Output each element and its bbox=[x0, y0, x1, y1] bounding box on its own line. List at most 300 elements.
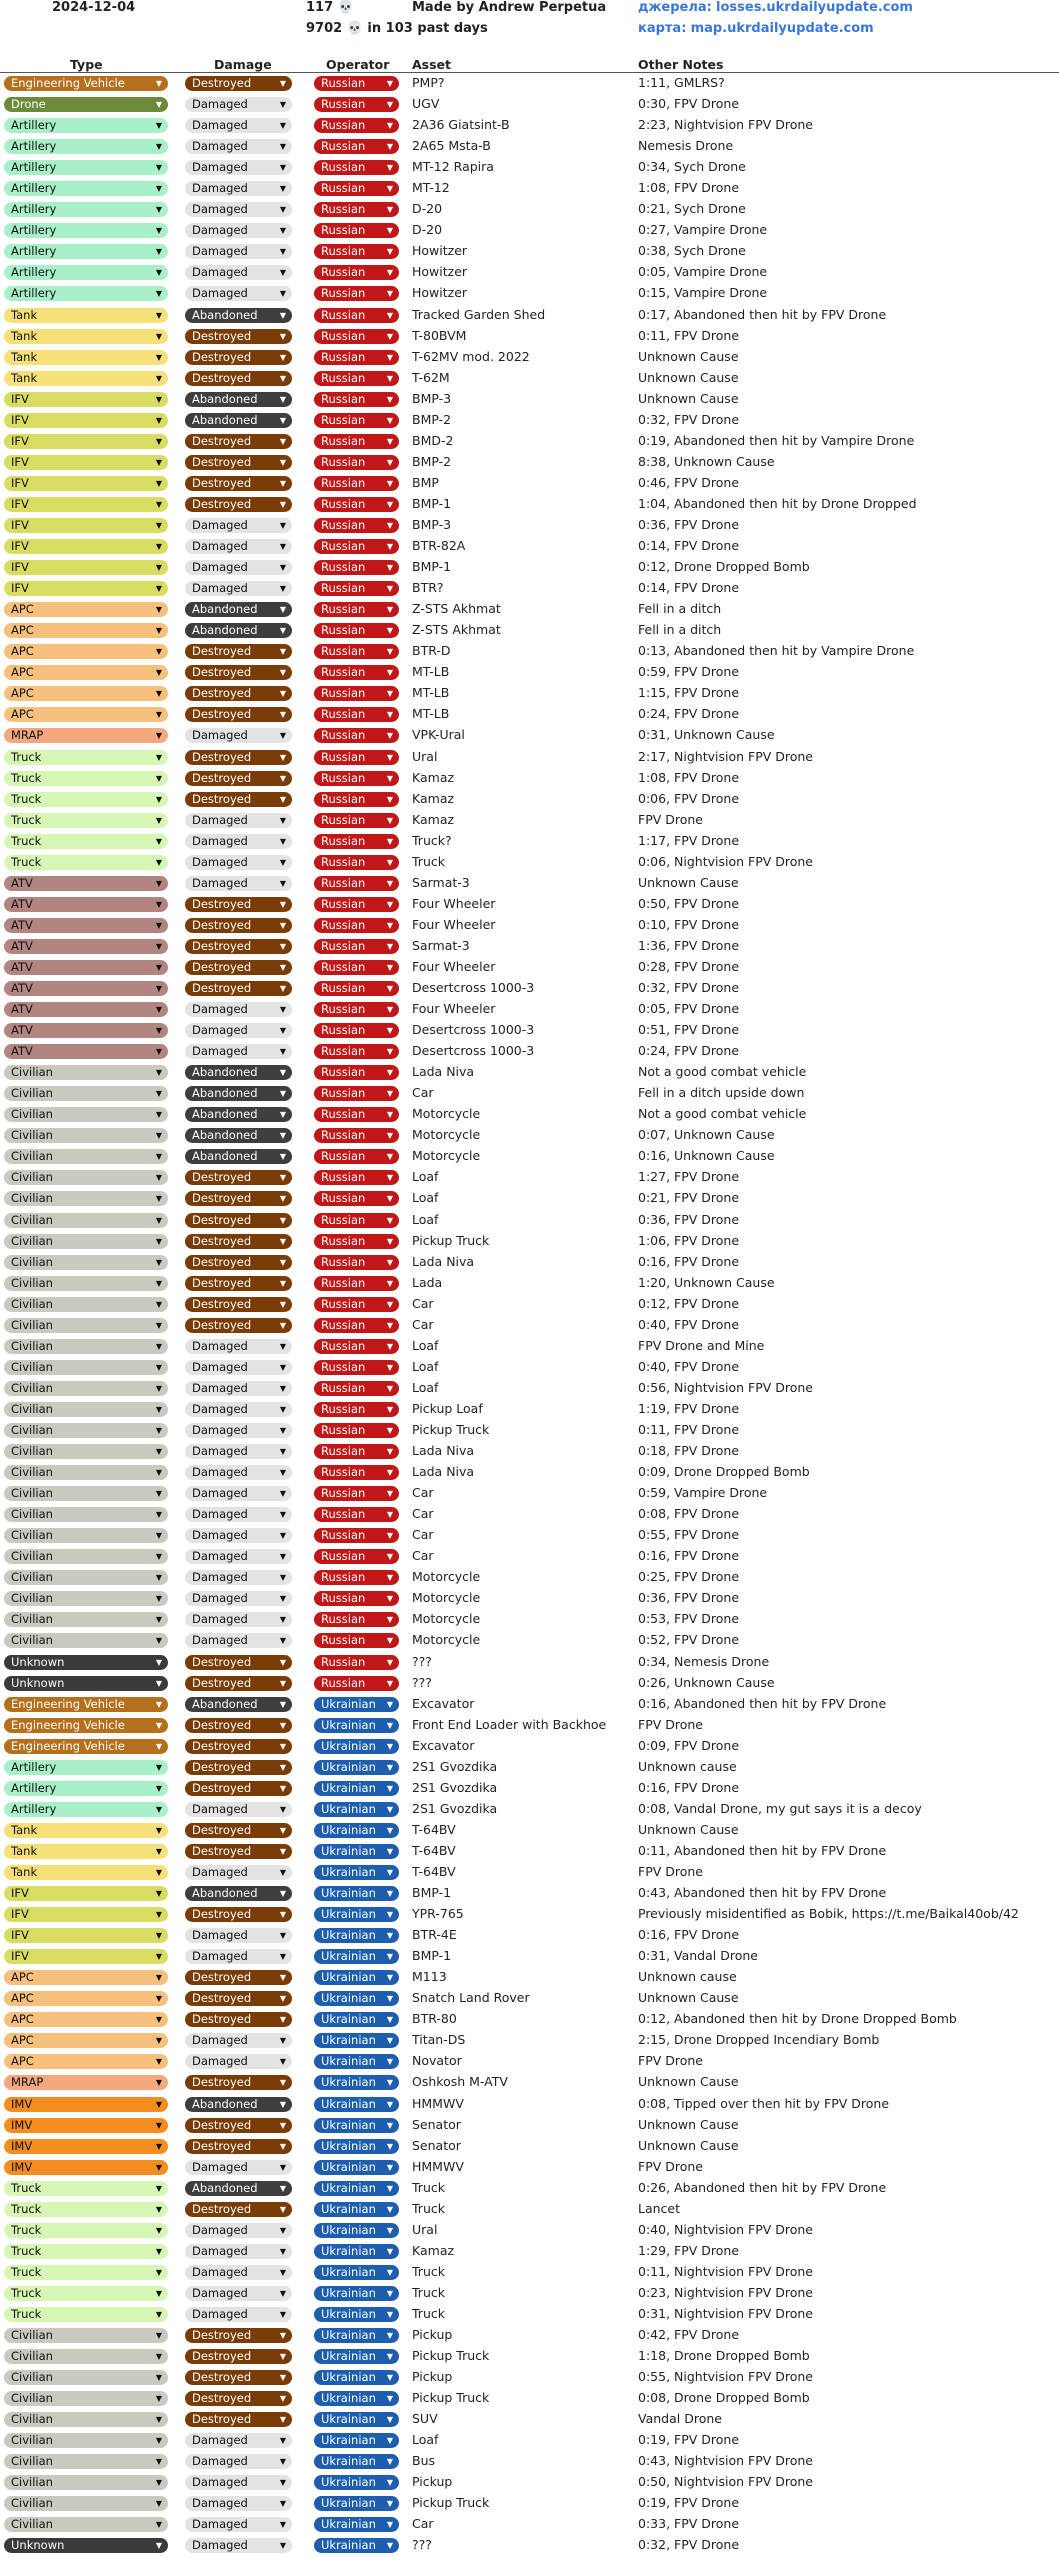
damage-select[interactable] bbox=[185, 1718, 292, 1733]
damage-select[interactable] bbox=[185, 1507, 292, 1522]
type-select[interactable] bbox=[4, 981, 168, 996]
operator-select[interactable] bbox=[314, 1507, 399, 1522]
damage-select[interactable] bbox=[185, 1676, 292, 1691]
operator-select[interactable] bbox=[314, 1949, 399, 1964]
damage-select[interactable] bbox=[185, 1465, 292, 1480]
damage-select[interactable] bbox=[185, 118, 292, 133]
type-select[interactable] bbox=[4, 939, 168, 954]
damage-select[interactable] bbox=[185, 1907, 292, 1922]
damage-select[interactable] bbox=[185, 265, 292, 280]
damage-select[interactable] bbox=[185, 939, 292, 954]
damage-select[interactable] bbox=[185, 1612, 292, 1627]
type-select[interactable] bbox=[4, 1465, 168, 1480]
operator-select[interactable] bbox=[314, 1107, 399, 1122]
operator-select[interactable] bbox=[314, 792, 399, 807]
damage-select[interactable] bbox=[185, 76, 292, 91]
operator-select[interactable] bbox=[314, 897, 399, 912]
type-select[interactable] bbox=[4, 581, 168, 596]
damage-select[interactable] bbox=[185, 455, 292, 470]
type-select[interactable] bbox=[4, 876, 168, 891]
damage-select[interactable] bbox=[185, 2328, 292, 2343]
type-select[interactable] bbox=[4, 413, 168, 428]
damage-select[interactable] bbox=[185, 2307, 292, 2322]
operator-select[interactable] bbox=[314, 2223, 399, 2238]
operator-select[interactable] bbox=[314, 2538, 399, 2553]
type-select[interactable] bbox=[4, 1360, 168, 1375]
operator-select[interactable] bbox=[314, 2033, 399, 2048]
operator-select[interactable] bbox=[314, 1970, 399, 1985]
operator-select[interactable] bbox=[314, 2517, 399, 2532]
operator-select[interactable] bbox=[314, 1823, 399, 1838]
operator-select[interactable] bbox=[314, 1612, 399, 1627]
type-select[interactable] bbox=[4, 518, 168, 533]
operator-select[interactable] bbox=[314, 2286, 399, 2301]
damage-select[interactable] bbox=[185, 1234, 292, 1249]
type-select[interactable] bbox=[4, 1002, 168, 1017]
damage-select[interactable] bbox=[185, 1360, 292, 1375]
operator-select[interactable] bbox=[314, 329, 399, 344]
type-select[interactable] bbox=[4, 2118, 168, 2133]
type-select[interactable] bbox=[4, 707, 168, 722]
damage-select[interactable] bbox=[185, 834, 292, 849]
operator-select[interactable] bbox=[314, 855, 399, 870]
damage-select[interactable] bbox=[185, 1781, 292, 1796]
damage-select[interactable] bbox=[185, 728, 292, 743]
type-select[interactable] bbox=[4, 1802, 168, 1817]
damage-select[interactable] bbox=[185, 1023, 292, 1038]
type-select[interactable] bbox=[4, 813, 168, 828]
damage-select[interactable] bbox=[185, 1318, 292, 1333]
operator-select[interactable] bbox=[314, 139, 399, 154]
operator-select[interactable] bbox=[314, 1802, 399, 1817]
operator-select[interactable] bbox=[314, 2496, 399, 2511]
operator-select[interactable] bbox=[314, 960, 399, 975]
operator-select[interactable] bbox=[314, 1360, 399, 1375]
type-select[interactable] bbox=[4, 1318, 168, 1333]
type-select[interactable] bbox=[4, 1718, 168, 1733]
damage-select[interactable] bbox=[185, 2517, 292, 2532]
operator-select[interactable] bbox=[314, 2391, 399, 2406]
damage-select[interactable] bbox=[185, 2391, 292, 2406]
type-select[interactable] bbox=[4, 2496, 168, 2511]
damage-select[interactable] bbox=[185, 2202, 292, 2217]
operator-select[interactable] bbox=[314, 2139, 399, 2154]
type-select[interactable] bbox=[4, 1697, 168, 1712]
operator-select[interactable] bbox=[314, 1276, 399, 1291]
damage-select[interactable] bbox=[185, 97, 292, 112]
damage-select[interactable] bbox=[185, 1044, 292, 1059]
type-select[interactable] bbox=[4, 265, 168, 280]
operator-select[interactable] bbox=[314, 265, 399, 280]
type-select[interactable] bbox=[4, 1128, 168, 1143]
damage-select[interactable] bbox=[185, 644, 292, 659]
type-select[interactable] bbox=[4, 2054, 168, 2069]
operator-select[interactable] bbox=[314, 1191, 399, 1206]
damage-select[interactable] bbox=[185, 1549, 292, 1564]
type-select[interactable] bbox=[4, 560, 168, 575]
damage-select[interactable] bbox=[185, 2075, 292, 2090]
type-select[interactable] bbox=[4, 1949, 168, 1964]
type-select[interactable] bbox=[4, 771, 168, 786]
type-select[interactable] bbox=[4, 1234, 168, 1249]
operator-select[interactable] bbox=[314, 223, 399, 238]
damage-select[interactable] bbox=[185, 202, 292, 217]
damage-select[interactable] bbox=[185, 2033, 292, 2048]
operator-select[interactable] bbox=[314, 497, 399, 512]
type-select[interactable] bbox=[4, 308, 168, 323]
damage-select[interactable] bbox=[185, 960, 292, 975]
type-select[interactable] bbox=[4, 392, 168, 407]
damage-select[interactable] bbox=[185, 371, 292, 386]
type-select[interactable] bbox=[4, 2538, 168, 2553]
type-select[interactable] bbox=[4, 1107, 168, 1122]
damage-select[interactable] bbox=[185, 2139, 292, 2154]
operator-select[interactable] bbox=[314, 939, 399, 954]
type-select[interactable] bbox=[4, 792, 168, 807]
operator-select[interactable] bbox=[314, 2202, 399, 2217]
damage-select[interactable] bbox=[185, 750, 292, 765]
operator-select[interactable] bbox=[314, 518, 399, 533]
damage-select[interactable] bbox=[185, 1086, 292, 1101]
damage-select[interactable] bbox=[185, 2433, 292, 2448]
type-select[interactable] bbox=[4, 139, 168, 154]
type-select[interactable] bbox=[4, 1444, 168, 1459]
operator-select[interactable] bbox=[314, 813, 399, 828]
damage-select[interactable] bbox=[185, 2475, 292, 2490]
operator-select[interactable] bbox=[314, 2328, 399, 2343]
type-select[interactable] bbox=[4, 1760, 168, 1775]
damage-select[interactable] bbox=[185, 2412, 292, 2427]
damage-select[interactable] bbox=[185, 1570, 292, 1585]
damage-select[interactable] bbox=[185, 1170, 292, 1185]
operator-select[interactable] bbox=[314, 455, 399, 470]
type-select[interactable] bbox=[4, 1655, 168, 1670]
type-select[interactable] bbox=[4, 2286, 168, 2301]
damage-select[interactable] bbox=[185, 1591, 292, 1606]
damage-select[interactable] bbox=[185, 2496, 292, 2511]
damage-select[interactable] bbox=[185, 1886, 292, 1901]
damage-select[interactable] bbox=[185, 1928, 292, 1943]
damage-select[interactable] bbox=[185, 2265, 292, 2280]
type-select[interactable] bbox=[4, 728, 168, 743]
operator-select[interactable] bbox=[314, 1760, 399, 1775]
damage-select[interactable] bbox=[185, 2286, 292, 2301]
type-select[interactable] bbox=[4, 1528, 168, 1543]
operator-select[interactable] bbox=[314, 1234, 399, 1249]
damage-select[interactable] bbox=[185, 855, 292, 870]
damage-select[interactable] bbox=[185, 139, 292, 154]
damage-select[interactable] bbox=[185, 350, 292, 365]
damage-select[interactable] bbox=[185, 876, 292, 891]
operator-select[interactable] bbox=[314, 76, 399, 91]
operator-select[interactable] bbox=[314, 1886, 399, 1901]
operator-select[interactable] bbox=[314, 1444, 399, 1459]
type-select[interactable] bbox=[4, 2391, 168, 2406]
operator-select[interactable] bbox=[314, 1676, 399, 1691]
damage-select[interactable] bbox=[185, 308, 292, 323]
operator-select[interactable] bbox=[314, 581, 399, 596]
type-select[interactable] bbox=[4, 1149, 168, 1164]
damage-select[interactable] bbox=[185, 581, 292, 596]
operator-select[interactable] bbox=[314, 1549, 399, 1564]
operator-select[interactable] bbox=[314, 1381, 399, 1396]
type-select[interactable] bbox=[4, 76, 168, 91]
operator-select[interactable] bbox=[314, 1591, 399, 1606]
damage-select[interactable] bbox=[185, 623, 292, 638]
type-select[interactable] bbox=[4, 539, 168, 554]
damage-select[interactable] bbox=[185, 981, 292, 996]
type-select[interactable] bbox=[4, 897, 168, 912]
type-select[interactable] bbox=[4, 1402, 168, 1417]
damage-select[interactable] bbox=[185, 1107, 292, 1122]
type-select[interactable] bbox=[4, 2244, 168, 2259]
damage-select[interactable] bbox=[185, 434, 292, 449]
type-select[interactable] bbox=[4, 2475, 168, 2490]
type-select[interactable] bbox=[4, 1739, 168, 1754]
operator-select[interactable] bbox=[314, 1865, 399, 1880]
operator-select[interactable] bbox=[314, 1739, 399, 1754]
operator-select[interactable] bbox=[314, 181, 399, 196]
damage-select[interactable] bbox=[185, 602, 292, 617]
operator-select[interactable] bbox=[314, 97, 399, 112]
operator-select[interactable] bbox=[314, 286, 399, 301]
type-select[interactable] bbox=[4, 181, 168, 196]
operator-select[interactable] bbox=[314, 771, 399, 786]
operator-select[interactable] bbox=[314, 1655, 399, 1670]
damage-select[interactable] bbox=[185, 686, 292, 701]
damage-select[interactable] bbox=[185, 1444, 292, 1459]
damage-select[interactable] bbox=[185, 413, 292, 428]
type-select[interactable] bbox=[4, 834, 168, 849]
operator-select[interactable] bbox=[314, 2433, 399, 2448]
type-select[interactable] bbox=[4, 1065, 168, 1080]
damage-select[interactable] bbox=[185, 1697, 292, 1712]
operator-select[interactable] bbox=[314, 1170, 399, 1185]
type-select[interactable] bbox=[4, 1781, 168, 1796]
type-select[interactable] bbox=[4, 2454, 168, 2469]
damage-select[interactable] bbox=[185, 497, 292, 512]
damage-select[interactable] bbox=[185, 2454, 292, 2469]
operator-select[interactable] bbox=[314, 1149, 399, 1164]
operator-select[interactable] bbox=[314, 728, 399, 743]
damage-select[interactable] bbox=[185, 2349, 292, 2364]
operator-select[interactable] bbox=[314, 1065, 399, 1080]
sources-link[interactable]: losses.ukrdailyupdate.com bbox=[716, 0, 913, 15]
operator-select[interactable] bbox=[314, 2412, 399, 2427]
operator-select[interactable] bbox=[314, 876, 399, 891]
damage-select[interactable] bbox=[185, 2054, 292, 2069]
damage-select[interactable] bbox=[185, 792, 292, 807]
operator-select[interactable] bbox=[314, 2118, 399, 2133]
operator-select[interactable] bbox=[314, 371, 399, 386]
damage-select[interactable] bbox=[185, 813, 292, 828]
damage-select[interactable] bbox=[185, 1633, 292, 1648]
type-select[interactable] bbox=[4, 2160, 168, 2175]
type-select[interactable] bbox=[4, 1381, 168, 1396]
damage-select[interactable] bbox=[185, 1486, 292, 1501]
damage-select[interactable] bbox=[185, 2160, 292, 2175]
operator-select[interactable] bbox=[314, 1907, 399, 1922]
damage-select[interactable] bbox=[185, 329, 292, 344]
damage-select[interactable] bbox=[185, 2223, 292, 2238]
operator-select[interactable] bbox=[314, 602, 399, 617]
damage-select[interactable] bbox=[185, 2097, 292, 2112]
map-link[interactable]: map.ukrdailyupdate.com bbox=[690, 21, 874, 36]
damage-select[interactable] bbox=[185, 1128, 292, 1143]
type-select[interactable] bbox=[4, 1591, 168, 1606]
damage-select[interactable] bbox=[185, 539, 292, 554]
damage-select[interactable] bbox=[185, 1149, 292, 1164]
type-select[interactable] bbox=[4, 1297, 168, 1312]
damage-select[interactable] bbox=[185, 1255, 292, 1270]
damage-select[interactable] bbox=[185, 1402, 292, 1417]
type-select[interactable] bbox=[4, 97, 168, 112]
type-select[interactable] bbox=[4, 286, 168, 301]
operator-select[interactable] bbox=[314, 1928, 399, 1943]
operator-select[interactable] bbox=[314, 2054, 399, 2069]
type-select[interactable] bbox=[4, 2097, 168, 2112]
operator-select[interactable] bbox=[314, 918, 399, 933]
damage-select[interactable] bbox=[185, 286, 292, 301]
operator-select[interactable] bbox=[314, 1991, 399, 2006]
damage-select[interactable] bbox=[185, 476, 292, 491]
damage-select[interactable] bbox=[185, 1823, 292, 1838]
operator-select[interactable] bbox=[314, 1339, 399, 1354]
damage-select[interactable] bbox=[185, 2538, 292, 2553]
operator-select[interactable] bbox=[314, 1402, 399, 1417]
operator-select[interactable] bbox=[314, 1023, 399, 1038]
type-select[interactable] bbox=[4, 329, 168, 344]
type-select[interactable] bbox=[4, 750, 168, 765]
type-select[interactable] bbox=[4, 2370, 168, 2385]
damage-select[interactable] bbox=[185, 1297, 292, 1312]
operator-select[interactable] bbox=[314, 202, 399, 217]
damage-select[interactable] bbox=[185, 2370, 292, 2385]
type-select[interactable] bbox=[4, 1991, 168, 2006]
type-select[interactable] bbox=[4, 2433, 168, 2448]
operator-select[interactable] bbox=[314, 707, 399, 722]
damage-select[interactable] bbox=[185, 707, 292, 722]
operator-select[interactable] bbox=[314, 1128, 399, 1143]
operator-select[interactable] bbox=[314, 644, 399, 659]
operator-select[interactable] bbox=[314, 2181, 399, 2196]
operator-select[interactable] bbox=[314, 1528, 399, 1543]
operator-select[interactable] bbox=[314, 981, 399, 996]
damage-select[interactable] bbox=[185, 918, 292, 933]
damage-select[interactable] bbox=[185, 897, 292, 912]
type-select[interactable] bbox=[4, 118, 168, 133]
type-select[interactable] bbox=[4, 960, 168, 975]
operator-select[interactable] bbox=[314, 1318, 399, 1333]
damage-select[interactable] bbox=[185, 1065, 292, 1080]
type-select[interactable] bbox=[4, 1507, 168, 1522]
type-select[interactable] bbox=[4, 1423, 168, 1438]
damage-select[interactable] bbox=[185, 1213, 292, 1228]
damage-select[interactable] bbox=[185, 2244, 292, 2259]
damage-select[interactable] bbox=[185, 2118, 292, 2133]
type-select[interactable] bbox=[4, 2223, 168, 2238]
operator-select[interactable] bbox=[314, 476, 399, 491]
operator-select[interactable] bbox=[314, 2349, 399, 2364]
damage-select[interactable] bbox=[185, 1802, 292, 1817]
damage-select[interactable] bbox=[185, 1528, 292, 1543]
operator-select[interactable] bbox=[314, 1465, 399, 1480]
operator-select[interactable] bbox=[314, 2160, 399, 2175]
damage-select[interactable] bbox=[185, 244, 292, 259]
type-select[interactable] bbox=[4, 644, 168, 659]
type-select[interactable] bbox=[4, 918, 168, 933]
damage-select[interactable] bbox=[185, 223, 292, 238]
operator-select[interactable] bbox=[314, 686, 399, 701]
type-select[interactable] bbox=[4, 2349, 168, 2364]
damage-select[interactable] bbox=[185, 2181, 292, 2196]
type-select[interactable] bbox=[4, 686, 168, 701]
operator-select[interactable] bbox=[314, 2097, 399, 2112]
operator-select[interactable] bbox=[314, 2370, 399, 2385]
operator-select[interactable] bbox=[314, 1781, 399, 1796]
operator-select[interactable] bbox=[314, 560, 399, 575]
type-select[interactable] bbox=[4, 1549, 168, 1564]
damage-select[interactable] bbox=[185, 1655, 292, 1670]
damage-select[interactable] bbox=[185, 1191, 292, 1206]
type-select[interactable] bbox=[4, 371, 168, 386]
operator-select[interactable] bbox=[314, 244, 399, 259]
damage-select[interactable] bbox=[185, 1991, 292, 2006]
operator-select[interactable] bbox=[314, 1002, 399, 1017]
operator-select[interactable] bbox=[314, 392, 399, 407]
damage-select[interactable] bbox=[185, 1276, 292, 1291]
type-select[interactable] bbox=[4, 1213, 168, 1228]
type-select[interactable] bbox=[4, 855, 168, 870]
type-select[interactable] bbox=[4, 497, 168, 512]
damage-select[interactable] bbox=[185, 181, 292, 196]
operator-select[interactable] bbox=[314, 1486, 399, 1501]
type-select[interactable] bbox=[4, 2012, 168, 2027]
damage-select[interactable] bbox=[185, 1739, 292, 1754]
operator-select[interactable] bbox=[314, 2475, 399, 2490]
damage-select[interactable] bbox=[185, 1339, 292, 1354]
damage-select[interactable] bbox=[185, 392, 292, 407]
operator-select[interactable] bbox=[314, 1633, 399, 1648]
type-select[interactable] bbox=[4, 1044, 168, 1059]
type-select[interactable] bbox=[4, 2181, 168, 2196]
damage-select[interactable] bbox=[185, 518, 292, 533]
damage-select[interactable] bbox=[185, 1970, 292, 1985]
operator-select[interactable] bbox=[314, 539, 399, 554]
operator-select[interactable] bbox=[314, 1044, 399, 1059]
damage-select[interactable] bbox=[185, 2012, 292, 2027]
type-select[interactable] bbox=[4, 2033, 168, 2048]
type-select[interactable] bbox=[4, 434, 168, 449]
type-select[interactable] bbox=[4, 1844, 168, 1859]
operator-select[interactable] bbox=[314, 2012, 399, 2027]
type-select[interactable] bbox=[4, 2307, 168, 2322]
damage-select[interactable] bbox=[185, 1865, 292, 1880]
type-select[interactable] bbox=[4, 223, 168, 238]
damage-select[interactable] bbox=[185, 1760, 292, 1775]
type-select[interactable] bbox=[4, 1023, 168, 1038]
operator-select[interactable] bbox=[314, 1718, 399, 1733]
damage-select[interactable] bbox=[185, 1423, 292, 1438]
operator-select[interactable] bbox=[314, 623, 399, 638]
type-select[interactable] bbox=[4, 1191, 168, 1206]
type-select[interactable] bbox=[4, 1486, 168, 1501]
type-select[interactable] bbox=[4, 1823, 168, 1838]
type-select[interactable] bbox=[4, 2328, 168, 2343]
operator-select[interactable] bbox=[314, 1697, 399, 1712]
operator-select[interactable] bbox=[314, 1255, 399, 1270]
type-select[interactable] bbox=[4, 244, 168, 259]
